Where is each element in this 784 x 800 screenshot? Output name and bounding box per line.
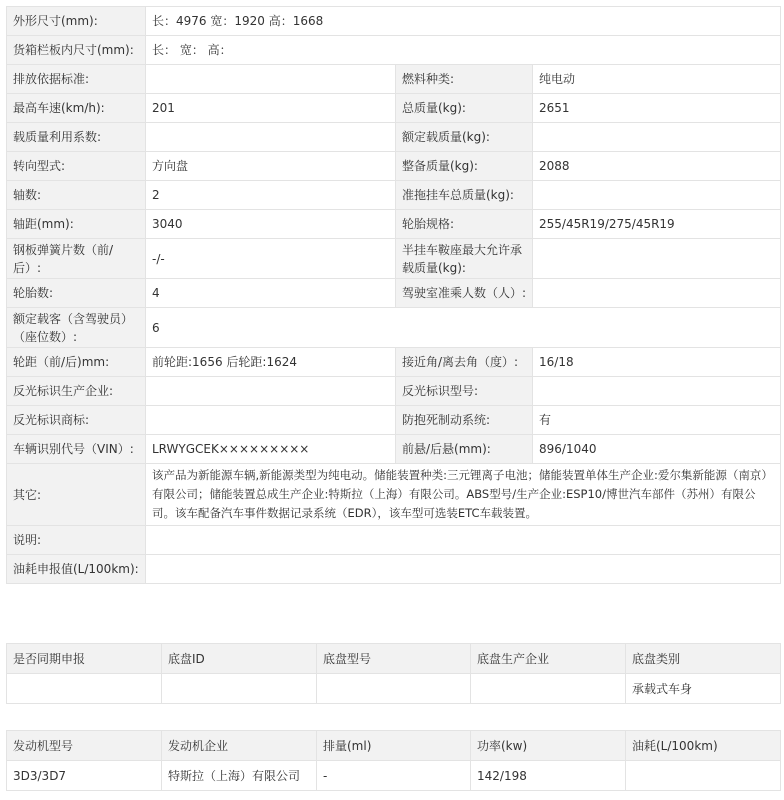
angle-value: 16/18: [533, 348, 781, 377]
load-coef-label: 载质量利用系数:: [7, 123, 146, 152]
trailer-label: 准拖挂车总质量(kg):: [396, 181, 533, 210]
abs-value: 有: [533, 406, 781, 435]
note-label: 说明:: [7, 526, 146, 555]
spec-row-reflect-brand: [7, 406, 781, 435]
axles-value: 2: [146, 181, 396, 210]
chassis-cell: [7, 674, 162, 704]
engine-data-row: [7, 761, 781, 791]
emission-value: [146, 65, 396, 94]
spec-row-track: [7, 348, 781, 377]
tires-label: 轮胎数:: [7, 279, 146, 308]
angle-label: 接近角/离去角（度）:: [396, 348, 533, 377]
leaf-spring-value: -/-: [146, 239, 396, 279]
other-value: 该产品为新能源车辆,新能源类型为纯电动。储能装置种类:三元锂离子电池；储能装置单体生产企业:爱尔集新能源（南京）有限公司；储能装置总成生产企业:特斯拉（上海）有限公司。ABS型号/生产企业:ESP10/博世汽车部件（苏州）有限公司。该车配备汽车事件数据记录系统（EDR），该车型可选装ETC车载装置。: [146, 464, 781, 526]
engine-table: [6, 730, 781, 791]
overhang-label: 前悬/后悬(mm):: [396, 435, 533, 464]
vehicle-spec-table: [6, 6, 781, 584]
saddle-label: 半挂车鞍座最大允许承载质量(kg):: [396, 239, 533, 279]
reflect-brand-label: 反光标识商标:: [7, 406, 146, 435]
other-label: 其它:: [7, 464, 146, 526]
fuel-report-value: [146, 555, 781, 584]
tires-value: 4: [146, 279, 396, 308]
chassis-header-cell: 底盘类别: [626, 644, 781, 674]
cab-label: 驾驶室准乘人数（人）:: [396, 279, 533, 308]
spec-row-speed: [7, 94, 781, 123]
reflect-maker-label: 反光标识生产企业:: [7, 377, 146, 406]
cargo-value: 长： 宽： 高：: [146, 36, 781, 65]
chassis-header-row: [7, 644, 781, 674]
trailer-value: [533, 181, 781, 210]
spec-row-leaf-spring: [7, 239, 781, 279]
spec-row-note: [7, 526, 781, 555]
chassis-cell: [317, 674, 471, 704]
abs-label: 防抱死制动系统:: [396, 406, 533, 435]
dimensions-value: 长：4976 宽：1920 高：1668: [146, 7, 781, 36]
steering-label: 转向型式:: [7, 152, 146, 181]
load-coef-value: [146, 123, 396, 152]
spec-row-wheelbase: [7, 210, 781, 239]
total-mass-value: 2651: [533, 94, 781, 123]
spec-row-fuel-report: [7, 555, 781, 584]
tire-spec-value: 255/45R19/275/45R19: [533, 210, 781, 239]
fuel-report-label: 油耗申报值(L/100km):: [7, 555, 146, 584]
engine-header-cell: 发动机企业: [162, 731, 317, 761]
chassis-header-cell: 是否同期申报: [7, 644, 162, 674]
rated-load-value: [533, 123, 781, 152]
engine-cell: -: [317, 761, 471, 791]
leaf-spring-label: 钢板弹簧片数（前/后）:: [7, 239, 146, 279]
engine-cell: [626, 761, 781, 791]
fuel-label: 燃料种类:: [396, 65, 533, 94]
spec-row-tires: [7, 279, 781, 308]
chassis-header-cell: 底盘ID: [162, 644, 317, 674]
cargo-label: 货箱栏板内尺寸(mm):: [7, 36, 146, 65]
total-mass-label: 总质量(kg):: [396, 94, 533, 123]
cab-value: [533, 279, 781, 308]
engine-header-cell: 功率(kw): [471, 731, 626, 761]
reflect-brand-value: [146, 406, 396, 435]
axles-label: 轴数:: [7, 181, 146, 210]
spec-row-seats: [7, 308, 781, 348]
tire-spec-label: 轮胎规格:: [396, 210, 533, 239]
steering-value: 方向盘: [146, 152, 396, 181]
wheelbase-label: 轴距(mm):: [7, 210, 146, 239]
chassis-cell: [162, 674, 317, 704]
vin-value: LRWYGCEK×××××××××: [146, 435, 396, 464]
engine-cell: 3D3/3D7: [7, 761, 162, 791]
track-value: 前轮距:1656 后轮距:1624: [146, 348, 396, 377]
note-value: [146, 526, 781, 555]
chassis-cell: 承载式车身: [626, 674, 781, 704]
engine-header-row: [7, 731, 781, 761]
speed-value: 201: [146, 94, 396, 123]
engine-header-cell: 发动机型号: [7, 731, 162, 761]
spec-row-load: [7, 123, 781, 152]
chassis-cell: [471, 674, 626, 704]
spec-row-axles: [7, 181, 781, 210]
curb-mass-label: 整备质量(kg):: [396, 152, 533, 181]
spec-row-vin: [7, 435, 781, 464]
reflect-maker-value: [146, 377, 396, 406]
spec-row-emission: [7, 65, 781, 94]
wheelbase-value: 3040: [146, 210, 396, 239]
seats-value: 6: [146, 308, 781, 348]
rated-load-label: 额定载质量(kg):: [396, 123, 533, 152]
vin-label: 车辆识别代号（VIN）:: [7, 435, 146, 464]
spec-row-dimensions: [7, 7, 781, 36]
engine-cell: 142/198: [471, 761, 626, 791]
curb-mass-value: 2088: [533, 152, 781, 181]
fuel-value: 纯电动: [533, 65, 781, 94]
overhang-value: 896/1040: [533, 435, 781, 464]
reflect-model-label: 反光标识型号:: [396, 377, 533, 406]
seats-label: 额定载客（含驾驶员）（座位数）:: [7, 308, 146, 348]
chassis-table: [6, 643, 781, 704]
emission-label: 排放依据标准:: [7, 65, 146, 94]
engine-cell: 特斯拉（上海）有限公司: [162, 761, 317, 791]
dimensions-label: 外形尺寸(mm):: [7, 7, 146, 36]
chassis-data-row: [7, 674, 781, 704]
engine-header-cell: 排量(ml): [317, 731, 471, 761]
spec-row-other: [7, 464, 781, 526]
chassis-header-cell: 底盘生产企业: [471, 644, 626, 674]
spec-row-reflect-maker: [7, 377, 781, 406]
saddle-value: [533, 239, 781, 279]
spec-row-cargo: [7, 36, 781, 65]
spec-row-steering: [7, 152, 781, 181]
chassis-header-cell: 底盘型号: [317, 644, 471, 674]
engine-header-cell: 油耗(L/100km): [626, 731, 781, 761]
speed-label: 最高车速(km/h):: [7, 94, 146, 123]
track-label: 轮距（前/后)mm:: [7, 348, 146, 377]
reflect-model-value: [533, 377, 781, 406]
